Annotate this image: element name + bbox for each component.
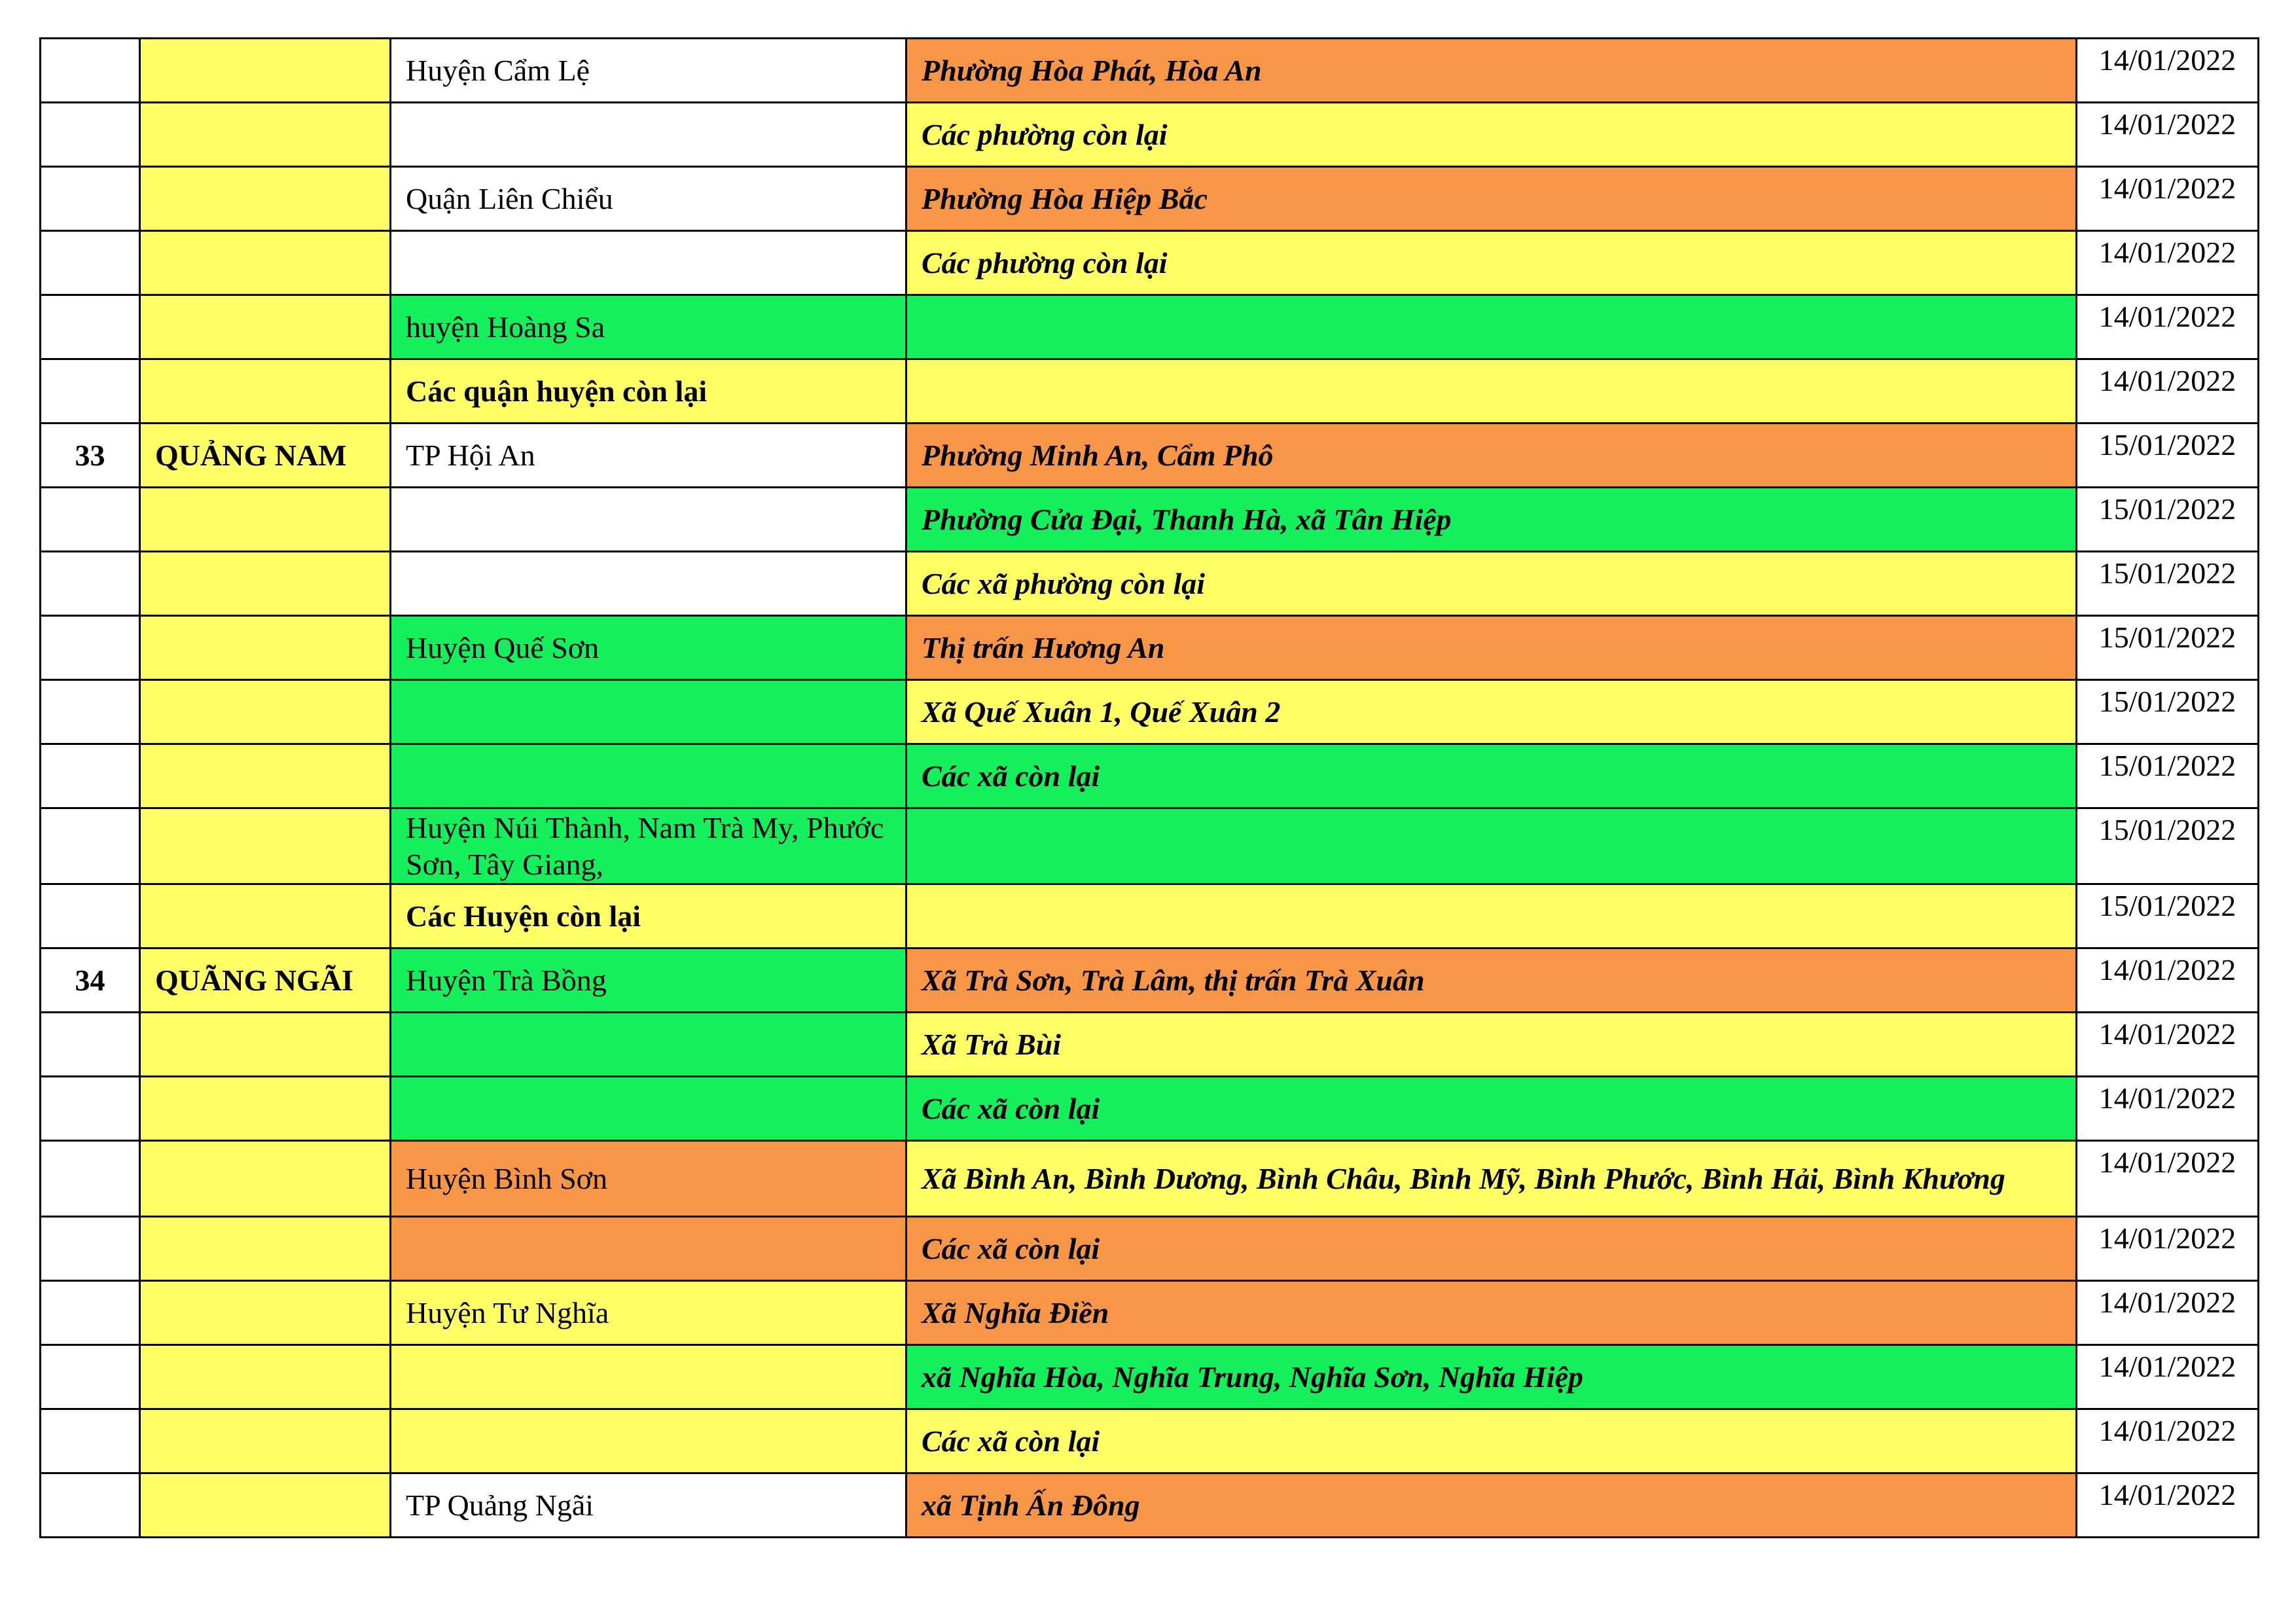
date-cell: 15/01/2022: [2077, 552, 2259, 616]
table-row: [41, 744, 2259, 808]
stt-cell: 33: [41, 424, 140, 488]
district-cell: [391, 744, 906, 808]
stt-cell: [41, 231, 140, 295]
ward-cell: Xã Trà Bùi: [906, 1013, 2077, 1077]
ward-cell: Phường Cửa Đại, Thanh Hà, xã Tân Hiệp: [906, 488, 2077, 552]
date-cell: 15/01/2022: [2077, 616, 2259, 680]
table-row: [41, 424, 2259, 488]
district-cell: [391, 1077, 906, 1141]
table-row: [41, 488, 2259, 552]
table-row: [41, 680, 2259, 744]
ward-cell: Phường Minh An, Cẩm Phô: [906, 424, 2077, 488]
district-cell: Huyện Cẩm Lệ: [391, 39, 906, 103]
date-cell: 15/01/2022: [2077, 808, 2259, 884]
district-cell: [391, 231, 906, 295]
stt-cell: [41, 1141, 140, 1217]
table-body: [41, 39, 2259, 1538]
table-row: [41, 616, 2259, 680]
stt-cell: [41, 167, 140, 231]
table-row: [41, 808, 2259, 884]
date-cell: 14/01/2022: [2077, 948, 2259, 1013]
ward-cell: Các xã còn lại: [906, 1217, 2077, 1281]
table-row: [41, 359, 2259, 424]
date-cell: 14/01/2022: [2077, 167, 2259, 231]
district-cell: Huyện Núi Thành, Nam Trà My, Phước Sơn, Tây Giang,: [391, 808, 906, 884]
date-cell: 14/01/2022: [2077, 103, 2259, 167]
district-cell: Các quận huyện còn lại: [391, 359, 906, 424]
stt-cell: [41, 616, 140, 680]
stt-cell: [41, 1013, 140, 1077]
province-cell: [140, 808, 391, 884]
date-cell: 15/01/2022: [2077, 488, 2259, 552]
date-cell: 14/01/2022: [2077, 1473, 2259, 1538]
district-cell: [391, 1409, 906, 1473]
ward-cell: Các xã còn lại: [906, 1409, 2077, 1473]
district-cell: TP Hội An: [391, 424, 906, 488]
district-cell: Huyện Quế Sơn: [391, 616, 906, 680]
district-cell: Huyện Bình Sơn: [391, 1141, 906, 1217]
district-cell: TP Quảng Ngãi: [391, 1473, 906, 1538]
table-row: [41, 231, 2259, 295]
province-cell: [140, 103, 391, 167]
district-cell: [391, 1345, 906, 1409]
stt-cell: [41, 1077, 140, 1141]
stt-cell: 34: [41, 948, 140, 1013]
province-cell: QUẢNG NAM: [140, 424, 391, 488]
province-cell: [140, 1345, 391, 1409]
province-cell: [140, 1473, 391, 1538]
ward-cell: xã Nghĩa Hòa, Nghĩa Trung, Nghĩa Sơn, Nghĩa Hiệp: [906, 1345, 2077, 1409]
table-row: [41, 948, 2259, 1013]
table-row: [41, 1473, 2259, 1538]
date-cell: 14/01/2022: [2077, 1281, 2259, 1345]
ward-cell: [906, 808, 2077, 884]
table-row: [41, 295, 2259, 359]
province-cell: [140, 39, 391, 103]
stt-cell: [41, 680, 140, 744]
district-cell: Huyện Trà Bồng: [391, 948, 906, 1013]
district-cell: Huyện Tư Nghĩa: [391, 1281, 906, 1345]
stt-cell: [41, 488, 140, 552]
table-row: [41, 103, 2259, 167]
stt-cell: [41, 552, 140, 616]
province-cell: [140, 1141, 391, 1217]
stt-cell: [41, 1409, 140, 1473]
district-cell: [391, 680, 906, 744]
table-row: [41, 1409, 2259, 1473]
stt-cell: [41, 808, 140, 884]
date-cell: 14/01/2022: [2077, 359, 2259, 424]
district-cell: [391, 1217, 906, 1281]
table-row: [41, 884, 2259, 948]
table-row: [41, 552, 2259, 616]
table-row: [41, 1281, 2259, 1345]
province-cell: [140, 744, 391, 808]
ward-cell: Xã Nghĩa Điền: [906, 1281, 2077, 1345]
date-cell: 15/01/2022: [2077, 424, 2259, 488]
ward-cell: Xã Quế Xuân 1, Quế Xuân 2: [906, 680, 2077, 744]
ward-cell: [906, 359, 2077, 424]
province-cell: [140, 884, 391, 948]
date-cell: 14/01/2022: [2077, 1141, 2259, 1217]
stt-cell: [41, 744, 140, 808]
risk-level-table: [39, 37, 2259, 1538]
date-cell: 14/01/2022: [2077, 231, 2259, 295]
province-cell: [140, 1409, 391, 1473]
province-cell: QUÃNG NGÃI: [140, 948, 391, 1013]
stt-cell: [41, 1217, 140, 1281]
stt-cell: [41, 1281, 140, 1345]
ward-cell: Xã Trà Sơn, Trà Lâm, thị trấn Trà Xuân: [906, 948, 2077, 1013]
province-cell: [140, 1077, 391, 1141]
date-cell: 14/01/2022: [2077, 1409, 2259, 1473]
table-row: [41, 39, 2259, 103]
district-cell: [391, 1013, 906, 1077]
date-cell: 14/01/2022: [2077, 1077, 2259, 1141]
ward-cell: Các xã còn lại: [906, 1077, 2077, 1141]
ward-cell: Các xã phường còn lại: [906, 552, 2077, 616]
ward-cell: Thị trấn Hương An: [906, 616, 2077, 680]
date-cell: 15/01/2022: [2077, 680, 2259, 744]
province-cell: [140, 295, 391, 359]
table-row: [41, 1345, 2259, 1409]
province-cell: [140, 167, 391, 231]
date-cell: 14/01/2022: [2077, 295, 2259, 359]
date-cell: 15/01/2022: [2077, 744, 2259, 808]
district-cell: [391, 488, 906, 552]
district-cell: Quận Liên Chiểu: [391, 167, 906, 231]
district-cell: Các Huyện còn lại: [391, 884, 906, 948]
table-row: [41, 1013, 2259, 1077]
date-cell: 14/01/2022: [2077, 1345, 2259, 1409]
province-cell: [140, 359, 391, 424]
province-cell: [140, 231, 391, 295]
date-cell: 14/01/2022: [2077, 1217, 2259, 1281]
date-cell: 14/01/2022: [2077, 1013, 2259, 1077]
date-cell: 15/01/2022: [2077, 884, 2259, 948]
district-cell: [391, 103, 906, 167]
table-row: [41, 167, 2259, 231]
stt-cell: [41, 295, 140, 359]
stt-cell: [41, 103, 140, 167]
stt-cell: [41, 39, 140, 103]
stt-cell: [41, 359, 140, 424]
ward-cell: Các phường còn lại: [906, 103, 2077, 167]
district-cell: huyện Hoàng Sa: [391, 295, 906, 359]
stt-cell: [41, 1345, 140, 1409]
province-cell: [140, 488, 391, 552]
district-cell: [391, 552, 906, 616]
ward-cell: xã Tịnh Ấn Đông: [906, 1473, 2077, 1538]
province-cell: [140, 1013, 391, 1077]
table-row: [41, 1141, 2259, 1217]
ward-cell: [906, 884, 2077, 948]
province-cell: [140, 616, 391, 680]
province-cell: [140, 1217, 391, 1281]
table-row: [41, 1217, 2259, 1281]
date-cell: 14/01/2022: [2077, 39, 2259, 103]
ward-cell: Các phường còn lại: [906, 231, 2077, 295]
province-cell: [140, 552, 391, 616]
ward-cell: [906, 295, 2077, 359]
stt-cell: [41, 1473, 140, 1538]
ward-cell: Phường Hòa Hiệp Bắc: [906, 167, 2077, 231]
ward-cell: Xã Bình An, Bình Dương, Bình Châu, Bình Mỹ, Bình Phước, Bình Hải, Bình Khương: [906, 1141, 2077, 1217]
stt-cell: [41, 884, 140, 948]
province-cell: [140, 680, 391, 744]
province-cell: [140, 1281, 391, 1345]
ward-cell: Các xã còn lại: [906, 744, 2077, 808]
ward-cell: Phường Hòa Phát, Hòa An: [906, 39, 2077, 103]
table-row: [41, 1077, 2259, 1141]
